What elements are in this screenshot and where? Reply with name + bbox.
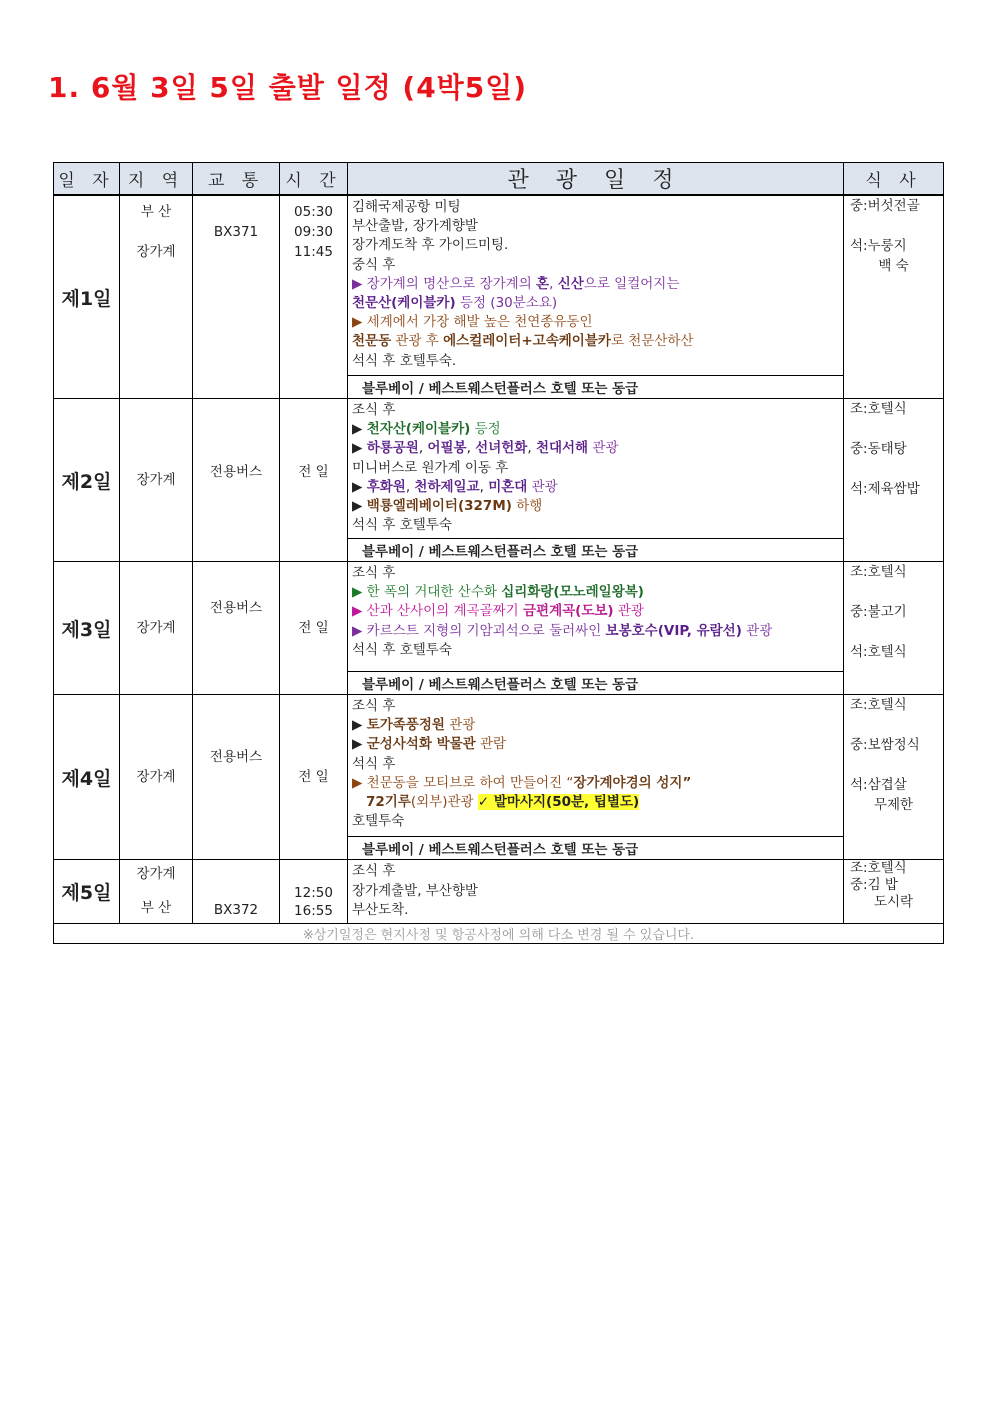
meal-item: 조:호텔식: [850, 564, 907, 580]
schedule-line: 조식 후: [352, 863, 396, 879]
header-day: 일 자: [54, 163, 120, 196]
schedule-cell: [348, 562, 844, 672]
time-value: 11:45: [294, 244, 333, 260]
transport-cell: 전용버스: [193, 562, 280, 695]
schedule-line: 부산출발, 장가계향발: [352, 218, 478, 235]
page-title: 1. 6월 3일 5일 출발 일정 (4박5일): [48, 71, 528, 104]
schedule-line: 미니버스로 원가계 이동 후: [352, 459, 509, 476]
header-schedule: 관 광 일 정: [348, 163, 844, 196]
schedule-line: 72기루(외부)관광 ✓ 발마사지(50분, 팁별도): [366, 794, 640, 811]
schedule-line: ▶ 후화원, 천하제일교, 미혼대 관광: [352, 478, 558, 495]
region-origin: 부 산: [140, 204, 172, 220]
time-value: 09:30: [294, 224, 333, 240]
itinerary-table: [53, 162, 944, 944]
region-cell: 장가계: [120, 562, 193, 695]
region-cell: [120, 860, 193, 924]
meal-item: 중:보쌈정식: [850, 737, 920, 753]
hotel-info: 블루베이 / 베스트웨스턴플러스 호텔 또는 동급: [348, 672, 844, 695]
footnote: ※상기일정은 현지사정 및 항공사정에 의해 다소 변경 될 수 있습니다.: [54, 923, 944, 943]
transport-cell: 전용버스: [193, 399, 280, 562]
day-label: 제4일: [54, 695, 120, 860]
schedule-line: ▶ 한 폭의 거대한 산수화 십리화랑(모노레일왕복): [352, 584, 644, 601]
header-time: 시 간: [280, 163, 348, 196]
hotel-info: 블루베이 / 베스트웨스턴플러스 호텔 또는 동급: [348, 539, 844, 562]
schedule-line: ▶ 하룡공원, 어필봉, 선녀헌화, 천대서해 관광: [352, 440, 619, 457]
schedule-line: ▶ 카르스트 지형의 기암괴석으로 둘러싸인 보봉호수(VIP, 유람선) 관광: [352, 622, 773, 639]
meal-item: 중:버섯전골: [850, 198, 920, 214]
schedule-cell: [348, 399, 844, 539]
schedule-line: 장가계도착 후 가이드미팅.: [352, 237, 509, 254]
schedule-line: 석식 후 호텔투숙: [352, 641, 452, 658]
table-row-day4: [54, 695, 944, 837]
schedule-line: ▶ 백룡엘레베이터(327M) 하행: [352, 498, 543, 515]
schedule-line: 조식 후: [352, 698, 396, 714]
schedule-cell: [348, 195, 844, 376]
schedule-line: ▶ 천자산(케이블카) 등정: [352, 421, 501, 438]
schedule-cell: [348, 695, 844, 837]
schedule-cell: [348, 860, 844, 924]
region-cell: [120, 195, 193, 399]
schedule-line: ▶ 산과 산사이의 계곡골짜기 금편계곡(도보) 관광: [352, 603, 644, 620]
transport-cell: BX372: [193, 860, 280, 924]
schedule-line: 김해국제공항 미팅: [352, 199, 461, 215]
meal-item: 중:불고기: [850, 604, 907, 620]
day-label: 제1일: [54, 195, 120, 399]
time-cell: [280, 860, 348, 924]
transport-cell: 전용버스: [193, 695, 280, 860]
region-destination: 장가계: [136, 244, 176, 260]
hotel-info: 블루베이 / 베스트웨스턴플러스 호텔 또는 동급: [348, 376, 844, 399]
schedule-line: ▶ 군성사석화 박물관 관람: [352, 736, 507, 753]
schedule-line: 석식 후 호텔투숙.: [352, 352, 457, 369]
header-transport: 교 통: [193, 163, 280, 196]
time-value: 16:55: [294, 902, 333, 919]
meal-item: 조:호텔식: [850, 401, 907, 417]
table-row-day2: [54, 399, 944, 539]
schedule-line: 천문동 관광 후 에스컬레이터+고속케이블카로 천문산하산: [352, 333, 694, 350]
region-destination: 부 산: [140, 899, 172, 916]
meal-cell: [844, 562, 944, 695]
schedule-line: ▶ 장가계의 명산으로 장가계의 혼, 신산으로 일컬어지는: [352, 275, 680, 292]
schedule-line: ▶ 천문동을 모티브로 하여 만들어진 “장가계야경의 성지”: [352, 774, 692, 791]
schedule-line: 천문산(케이블카) 등정 (30분소요): [352, 295, 558, 312]
table-row-day5: [54, 860, 944, 924]
region-cell: 장가계: [120, 399, 193, 562]
header-meal: 식 사: [844, 163, 944, 196]
schedule-line: 호텔투숙: [352, 813, 405, 830]
meal-item: 석:호텔식: [850, 644, 907, 660]
meal-cell: [844, 399, 944, 562]
meal-cell: [844, 860, 944, 924]
meal-item: 도시락: [873, 894, 914, 910]
day-label: 제5일: [54, 860, 120, 924]
time-value: 12:50: [294, 884, 333, 901]
meal-item: 석:제육쌈밥: [850, 481, 920, 497]
schedule-line: 석식 후: [352, 755, 396, 772]
schedule-line: 부산도착.: [352, 902, 409, 918]
day-label: 제3일: [54, 562, 120, 695]
meal-item: 석:삼겹살: [850, 777, 907, 793]
region-origin: 장가계: [136, 865, 176, 882]
time-cell: 전 일: [280, 399, 348, 562]
meal-item: 백 숙: [878, 258, 909, 274]
meal-item: 조:호텔식: [850, 697, 907, 713]
hotel-info: 블루베이 / 베스트웨스턴플러스 호텔 또는 동급: [348, 837, 844, 860]
schedule-line: 조식 후: [352, 402, 396, 418]
time-cell: [280, 195, 348, 399]
table-row-day1: [54, 195, 944, 376]
meal-item: 중:김 밥: [850, 877, 898, 893]
header-region: 지 역: [120, 163, 193, 196]
time-cell: 전 일: [280, 562, 348, 695]
meal-item: 조:호텔식: [850, 860, 907, 876]
table-row-day3: [54, 562, 944, 672]
header-row: [54, 163, 944, 196]
region-cell: 장가계: [120, 695, 193, 860]
meal-item: 중:동태탕: [850, 441, 907, 457]
transport-cell: BX371: [193, 195, 280, 399]
meal-item: 무제한: [873, 797, 914, 813]
schedule-line: 장가계출발, 부산향발: [352, 882, 478, 899]
schedule-line: ▶ 토가족풍정원 관광: [352, 717, 476, 734]
schedule-line: 석식 후 호텔투숙: [352, 517, 452, 534]
time-cell: 전 일: [280, 695, 348, 860]
day-label: 제2일: [54, 399, 120, 562]
schedule-line: ▶ 세계에서 가장 해발 높은 천연종유동인: [352, 314, 593, 331]
schedule-line: 중식 후: [352, 256, 396, 273]
note-row: [54, 923, 944, 943]
meal-cell: [844, 695, 944, 860]
meal-cell: [844, 195, 944, 399]
schedule-line: 조식 후: [352, 565, 396, 581]
meal-item: 석:누룽지: [850, 238, 907, 254]
time-value: 05:30: [294, 204, 333, 220]
